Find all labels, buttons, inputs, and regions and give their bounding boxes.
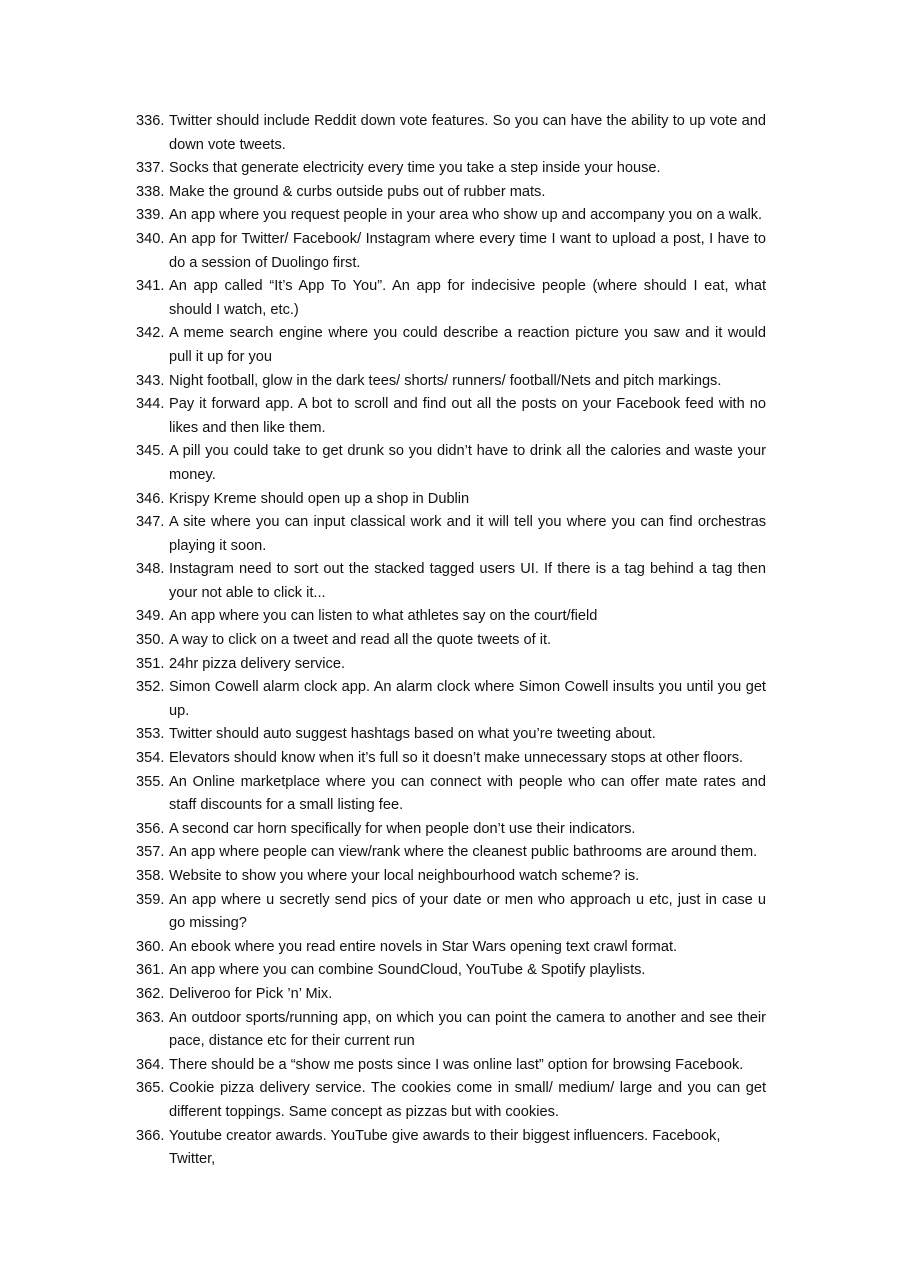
item-number: 340. — [136, 230, 165, 247]
item-number: 346. — [136, 490, 165, 507]
item-text: A site where you can input classical work and it will tell you where you can find orchestras playing it soon. — [169, 514, 766, 554]
item-number: 361. — [136, 962, 165, 979]
item-number: 362. — [136, 985, 165, 1002]
list-item — [136, 228, 766, 275]
item-text: An app where people can view/rank where the cleanest public bathrooms are around them. — [169, 844, 758, 861]
item-text: An app where you request people in your area who show up and accompany you on a walk. — [169, 207, 763, 224]
item-text: An Online marketplace where you can connect with people who can offer mate rates and staff discounts for a small listing fee. — [169, 773, 766, 814]
list-item — [136, 936, 766, 960]
list-item — [136, 723, 766, 747]
item-text: An app where you can listen to what athletes say on the court/field — [169, 608, 598, 625]
item-number: 357. — [136, 844, 165, 861]
item-number: 349. — [136, 608, 165, 625]
item-number: 359. — [136, 891, 165, 908]
item-number: 336. — [136, 113, 165, 129]
item-text: An app where u secretly send pics of your date or men who approach u etc, just in case u go missing? — [169, 891, 766, 932]
list-item — [136, 629, 766, 653]
item-text: There should be a “show me posts since I was online last” option for browsing Facebook. — [169, 1056, 744, 1073]
item-text: An app called “It’s App To You”. An app for indecisive people (where should I eat, what should I watch, etc.) — [169, 278, 766, 318]
numbered-idea-list — [136, 110, 766, 1172]
item-number: 366. — [136, 1127, 165, 1144]
list-item — [136, 181, 766, 205]
item-number: 358. — [136, 868, 165, 884]
list-item — [136, 370, 766, 394]
item-number: 348. — [136, 561, 165, 578]
item-number: 342. — [136, 325, 165, 342]
item-text: An outdoor sports/running app, on which you can point the camera to another and see their pace, distance etc for their current run — [169, 1009, 766, 1050]
list-item — [136, 889, 766, 936]
item-number: 364. — [136, 1056, 165, 1073]
item-text: A second car horn specifically for when people don’t use their indicators. — [169, 820, 636, 837]
list-item — [136, 818, 766, 842]
item-number: 360. — [136, 938, 165, 955]
item-number: 363. — [136, 1009, 165, 1026]
list-item — [136, 511, 766, 558]
list-item — [136, 747, 766, 771]
list-item — [136, 959, 766, 983]
list-item — [136, 865, 766, 889]
item-number: 345. — [136, 443, 165, 460]
item-number: 352. — [136, 679, 165, 696]
item-text: A way to click on a tweet and read all the quote tweets of it. — [169, 632, 552, 649]
item-text: 24hr pizza delivery service. — [169, 655, 346, 672]
item-text: An ebook where you read entire novels in Star Wars opening text crawl format. — [169, 938, 678, 955]
item-text: Pay it forward app. A bot to scroll and find out all the posts on your Facebook feed with no likes and then like them. — [169, 396, 766, 436]
item-text: Night football, glow in the dark tees/ shorts/ runners/ football/Nets and pitch markings. — [169, 372, 722, 389]
item-text: Elevators should know when it’s full so it doesn’t make unnecessary stops at other floors. — [169, 750, 744, 767]
item-text: Socks that generate electricity every time you take a step inside your house. — [169, 160, 661, 177]
list-item — [136, 204, 766, 228]
item-number: 339. — [136, 207, 165, 224]
item-text: Make the ground & curbs outside pubs out of rubber mats. — [169, 183, 546, 200]
item-text: Instagram need to sort out the stacked tagged users UI. If there is a tag behind a tag then your not able to click it... — [169, 561, 766, 601]
item-number: 354. — [136, 750, 165, 767]
item-text: An app where you can combine SoundCloud, YouTube & Spotify playlists. — [169, 962, 646, 979]
list-item — [136, 605, 766, 629]
item-number: 351. — [136, 655, 165, 672]
item-number: 350. — [136, 632, 165, 649]
list-item — [136, 1077, 766, 1124]
item-text: Twitter should include Reddit down vote features. So you can have the ability to up vote and down vote tweets. — [169, 113, 766, 153]
list-item — [136, 983, 766, 1007]
item-number: 365. — [136, 1080, 165, 1097]
item-text: Deliveroo for Pick ’n’ Mix. — [169, 985, 333, 1002]
list-item — [136, 558, 766, 605]
item-text: Twitter should auto suggest hashtags based on what you’re tweeting about. — [169, 726, 656, 743]
item-number: 344. — [136, 396, 165, 413]
item-number: 341. — [136, 278, 165, 295]
item-number: 338. — [136, 183, 165, 200]
list-item — [136, 1007, 766, 1054]
item-text: A pill you could take to get drunk so you didn’t have to drink all the calories and waste your money. — [169, 443, 766, 483]
item-number: 356. — [136, 820, 165, 837]
list-item — [136, 653, 766, 677]
list-item — [136, 322, 766, 369]
item-number: 347. — [136, 514, 165, 531]
item-text: Youtube creator awards. YouTube give awards to their biggest influencers. Facebook, Twitter, — [169, 1127, 721, 1168]
list-item — [136, 1054, 766, 1078]
list-item — [136, 110, 766, 157]
item-text: An app for Twitter/ Facebook/ Instagram where every time I want to upload a post, I have to do a session of Duolingo first. — [169, 230, 766, 271]
list-item — [136, 1125, 766, 1172]
item-text: Website to show you where your local neighbourhood watch scheme? is. — [169, 868, 640, 884]
list-item — [136, 676, 766, 723]
list-item — [136, 440, 766, 487]
list-item — [136, 393, 766, 440]
item-text: Simon Cowell alarm clock app. An alarm clock where Simon Cowell insults you until you get up. — [169, 679, 766, 719]
list-item — [136, 157, 766, 181]
item-text: A meme search engine where you could describe a reaction picture you saw and it would pull it up for you — [169, 325, 766, 365]
item-text: Krispy Kreme should open up a shop in Dublin — [169, 490, 470, 507]
item-number: 343. — [136, 372, 165, 389]
list-item — [136, 488, 766, 512]
item-number: 337. — [136, 160, 165, 177]
list-item — [136, 771, 766, 818]
item-number: 355. — [136, 773, 165, 790]
item-number: 353. — [136, 726, 165, 743]
list-item — [136, 841, 766, 865]
item-text: Cookie pizza delivery service. The cookies come in small/ medium/ large and you can get different toppings. Same concept as pizzas but with cookies. — [169, 1080, 766, 1120]
list-item — [136, 275, 766, 322]
